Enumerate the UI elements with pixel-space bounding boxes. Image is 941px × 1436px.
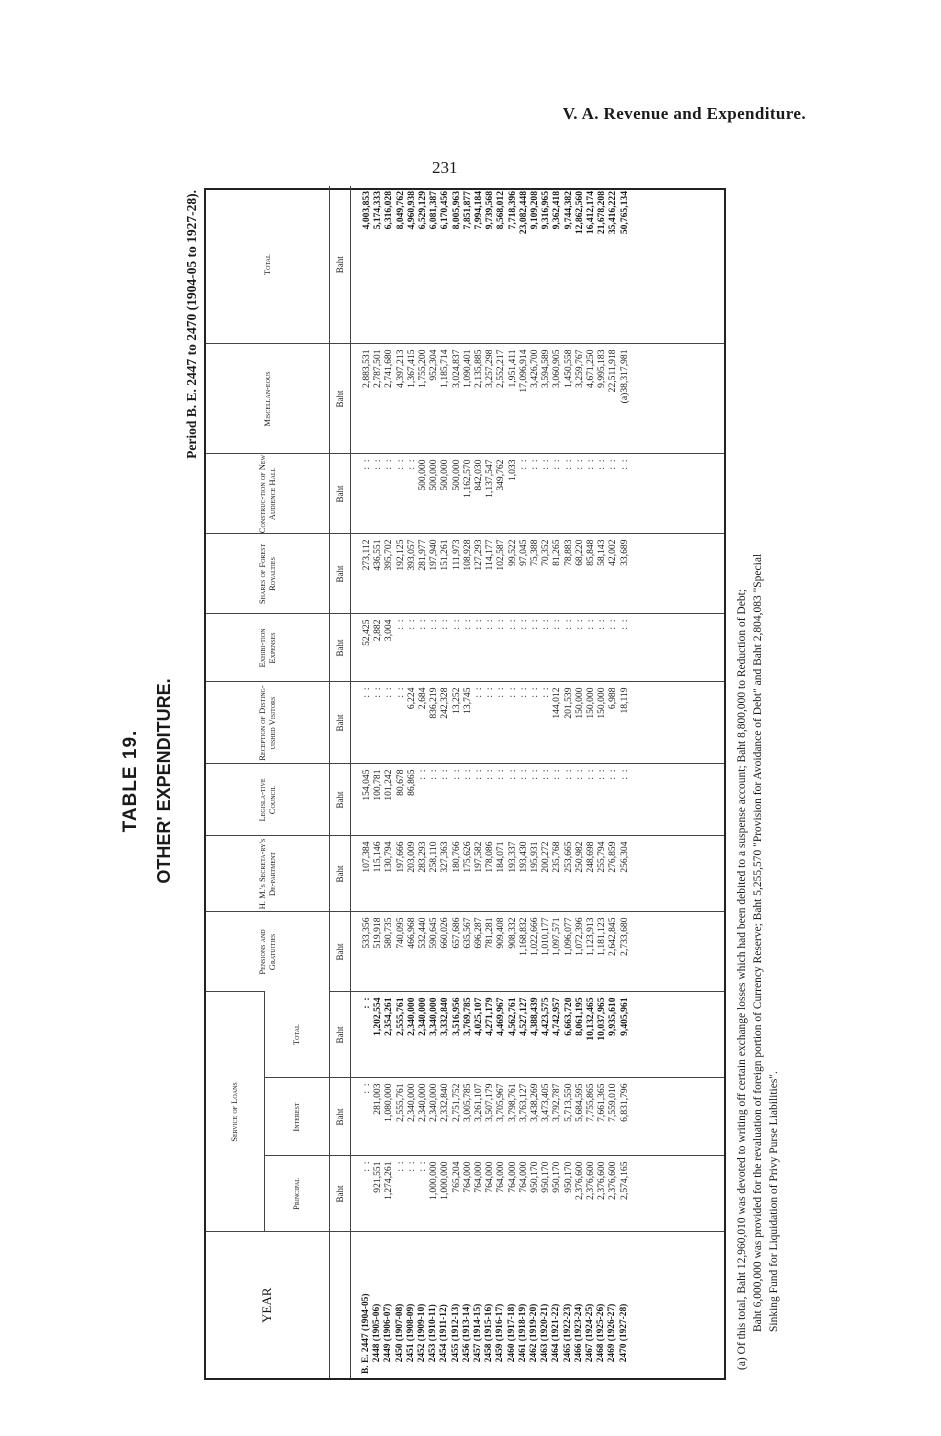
loans-total-column: : : 1,202,554 2,354,261 2,555,761 2,340,000 2,340,000 3,340,000 3,332,840 3,516,956 3,769,785 4,025,107 4,271,179 4,469,967 4,562,761 4,527,127 4,388,439 4,423,575 4,742,957 6,663,720 8,061,195 10,132,465 10,037,965 9,935,610 9,405,961 bbox=[351, 992, 725, 1078]
total-column: 4,003,853 5,174,333 6,316,028 8,049,762 4,960,938 6,529,129 6,081,387 6,170,456 8,005,963 7,851,877 7,994,184 9,739,568 8,568,012 7,718,396 23,082,448 9,109,208 9,316,965 9,362,418 9,744,382 12,862,560 16,412,174 21,678,208 35,416,222 50,765,134 bbox=[361, 190, 630, 235]
unit-label: Baht bbox=[330, 186, 351, 344]
page-number: 231 bbox=[432, 158, 458, 177]
table-period: Period B. E. 2447 to 2470 (1904-05 to 1927-28). bbox=[184, 190, 199, 459]
unit-label: Baht bbox=[330, 1078, 351, 1156]
header-exhibition: Exhibi-tion Expenses bbox=[206, 614, 330, 682]
unit-label: Baht bbox=[330, 682, 351, 764]
header-secretary: H. M.'s Secreta-ry's De-partment bbox=[206, 836, 330, 912]
table-subtitle: OTHER' EXPENDITURE. bbox=[154, 678, 174, 884]
header-year: YEAR bbox=[206, 1232, 330, 1378]
header-total: Total bbox=[206, 186, 330, 344]
unit-label: Baht bbox=[330, 534, 351, 614]
shares-column: 273,112 436,551 395,702 192,125 393,057 281,977 197,940 151,261 111,973 108,928 127,293 114,177 102,587 99,522 97,045 75,388 70,352 81,265 78,883 68,220 85,848 58,143 42,002 33,689 bbox=[351, 534, 725, 614]
header-interest: Interest bbox=[265, 1078, 330, 1156]
header-shares: Shares of Forest Royalties bbox=[206, 534, 330, 614]
unit-label: Baht bbox=[330, 614, 351, 682]
footnote bbox=[734, 190, 782, 1370]
secretary-column: 107,384 115,146 130,794 197,666 203,009 283,293 258,110 327,363 180,766 175,626 197,582 178,086 184,071 193,337 193,430 195,931 200,272 235,768 253,665 250,982 248,698 255,794 276,859 256,304 bbox=[351, 836, 725, 912]
unit-label: Baht bbox=[330, 992, 351, 1078]
header-legislative: Legisla-tive Council bbox=[206, 764, 330, 836]
header-construction: Construc-tion of New Audience Hall bbox=[206, 454, 330, 534]
unit-label: Baht bbox=[330, 344, 351, 454]
header-service-of-loans: Service of Loans bbox=[206, 992, 265, 1232]
header-reception: Reception of Disting-uished Visitors bbox=[206, 682, 330, 764]
rotated-table-sheet bbox=[118, 176, 823, 1386]
unit-label: Baht bbox=[330, 454, 351, 534]
footnote-line: Sinking Fund for Liquidation of Privy Purse Liabilities". bbox=[768, 1071, 780, 1332]
miscellaneous-column: 2,883,531 2,787,501 2,741,680 4,397,213 1,367,415 1,755,200 952,304 1,185,714 3,024,837 1,090,401 2,135,885 3,257,298 2,552,217 1,951,411 17,096,914 3,426,700 3,594,589 3,060,905 1,450,558 3,259,767 4,671,250 9,995,183 22,511,918 (a)38,317,981 bbox=[351, 344, 725, 454]
header-loans-total: Total bbox=[265, 992, 330, 1078]
construction-column: : : : : : : : : : : 500,000 500,000 500,000 500,000 1,162,570 842,030 1,137,547 349,762 1,033 : : : : : : : : : : : : : : : : : : : : bbox=[351, 454, 725, 534]
header-principal: Principal bbox=[265, 1156, 330, 1232]
footnote-line: (a) Of this total, Baht 12,960,010 was devoted to writing off certain exchange losses which had been debited to a suspense account; Baht 8,800,000 to Reduction of Debt; bbox=[736, 589, 748, 1370]
unit-label: Baht bbox=[330, 912, 351, 992]
unit-year-blank bbox=[330, 1232, 351, 1378]
year-column: B. E. 2447 (1904-05) 2448 (1905-06) 2449 (1906-07) 2450 (1907-08) 2451 (1908-09) 2452 (1909-10) 2453 (1910-11) 2454 (1911-12) 2455 (1912-13) 2456 (1913-14) 2457 (1914-15) 2458 (1915-16) 2459 (1916-17) 2460 (1917-18) 2461 (1918-19) 2462 (1919-20) 2463 (1920-21) 2464 (1921-22) 2465 (1922-23) 2466 (1923-24) 2467 (1924-25) 2468 (1925-26) 2469 (1926-27) 2470 (1927-28) bbox=[351, 1232, 725, 1378]
footnote-line: Baht 6,000,000 was provided for the revaluation of foreign portion of Currency Reserve; Baht 5,255,570 "Provision for Avoidance of Debt" and Baht 2,804,083 "Special bbox=[752, 553, 764, 1332]
header-pensions: Pensions and Gratuities bbox=[206, 912, 330, 992]
unit-label: Baht bbox=[330, 764, 351, 836]
table-title: TABLE 19. bbox=[120, 729, 141, 833]
exhibition-column: 52,425 2,882 3,004 : : : : : : : : : : : : : : : : : : : : : : : : : : : : : : : : : : : : : : : : : : bbox=[351, 614, 725, 682]
principal-column: : : 921,551 1,274,261 : : : : : : 1,000,000 1,000,000 765,204 764,000 764,000 764,000 764,000 764,000 764,000 950,170 950,170 950,170 950,170 2,376,600 2,376,600 2,376,600 2,376,600 2,574,165 bbox=[351, 1156, 725, 1232]
expenditure-table-frame bbox=[204, 188, 726, 1380]
interest-column: : : 281,003 1,080,000 2,555,761 2,340,000 2,340,000 2,340,000 2,332,840 2,751,752 3,005,785 3,261,107 3,507,179 3,705,967 3,798,761 3,763,127 3,438,269 3,473,405 3,792,787 5,713,550 5,684,595 7,755,865 7,661,365 7,559,010 6,831,796 bbox=[351, 1078, 725, 1156]
legislative-column: 154,045 100,781 101,242 80,678 86,865 : : : : : : : : : : : : : : : : : : : : : : : : : : : : : : : : : : : : : : bbox=[351, 764, 725, 836]
expenditure-table bbox=[206, 186, 724, 1378]
unit-label: Baht bbox=[330, 836, 351, 912]
page-header: V. A. Revenue and Expenditure. bbox=[562, 104, 806, 123]
pensions-column: 533,356 519,918 580,735 740,095 466,968 532,440 590,645 660,026 657,686 635,567 696,287 781,281 909,408 908,332 1,168,832 1,022,666 1,010,177 1,097,571 1,096,077 1,072,396 1,123,913 1,181,123 2,642,845 2,733,680 bbox=[351, 912, 725, 992]
header-miscellaneous: Miscellan-eous bbox=[206, 344, 330, 454]
reception-column: : : : : : : : : 6,224 2,684 836,219 242,328 13,252 13,745 : : : : : : : : : : : : : : 144,012 201,539 150,000 150,000 150,000 6,988 18,119 bbox=[351, 682, 725, 764]
unit-label: Baht bbox=[330, 1156, 351, 1232]
